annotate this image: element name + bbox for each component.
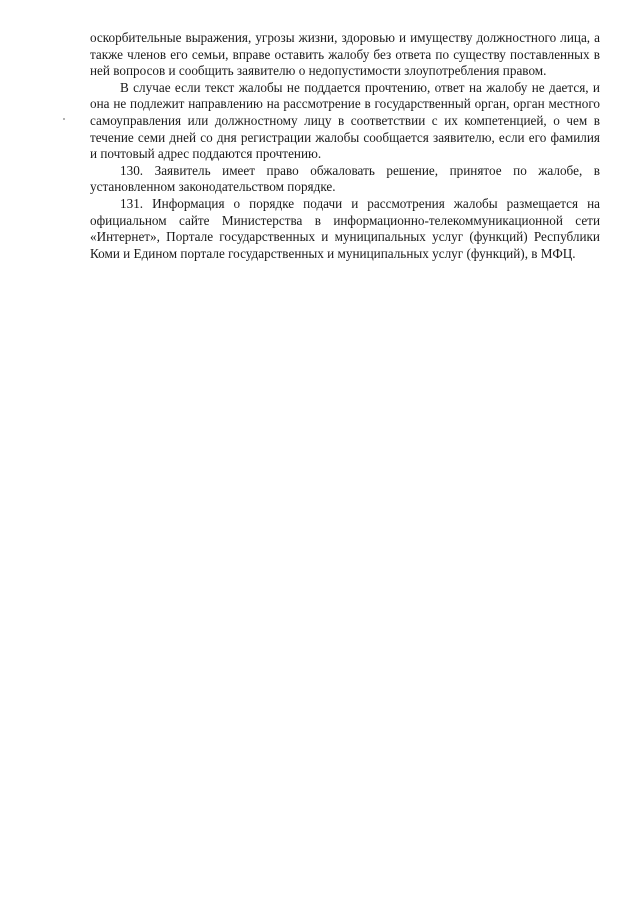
paragraph-130: 130. Заявитель имеет право обжаловать решение, принятое по жалобе, в установленном законодательством порядке. xyxy=(90,162,600,195)
document-body xyxy=(90,30,600,262)
paragraph-continuation: оскорбительные выражения, угрозы жизни, здоровью и имуществу должностного лица, а также членов его семьи, вправе оставить жалобу без ответа по существу поставленных в ней вопросов и сообщить заявителю о недопустимости злоупотребления правом. xyxy=(90,30,600,79)
paragraph-131: 131. Информация о порядке подачи и рассмотрения жалобы размещается на официальном сайте Министерства в информационно-телекоммуникационной сети «Интернет», Портале государственных и муниципальных услуг (функций) Республики Коми и Едином портале государственных и муниципальных услуг (функций), в МФЦ. xyxy=(90,195,600,261)
paragraph-unreadable-complaint: В случае если текст жалобы не поддается прочтению, ответ на жалобу не дается, и она не подлежит направлению на рассмотрение в государственный орган, орган местного самоуправления или должностному лицу в соответствии с их компетенцией, о чем в течение семи дней со дня регистрации жалобы сообщается заявителю, если его фамилия и почтовый адрес поддаются прочтению. xyxy=(90,79,600,162)
scan-speck xyxy=(63,118,65,120)
